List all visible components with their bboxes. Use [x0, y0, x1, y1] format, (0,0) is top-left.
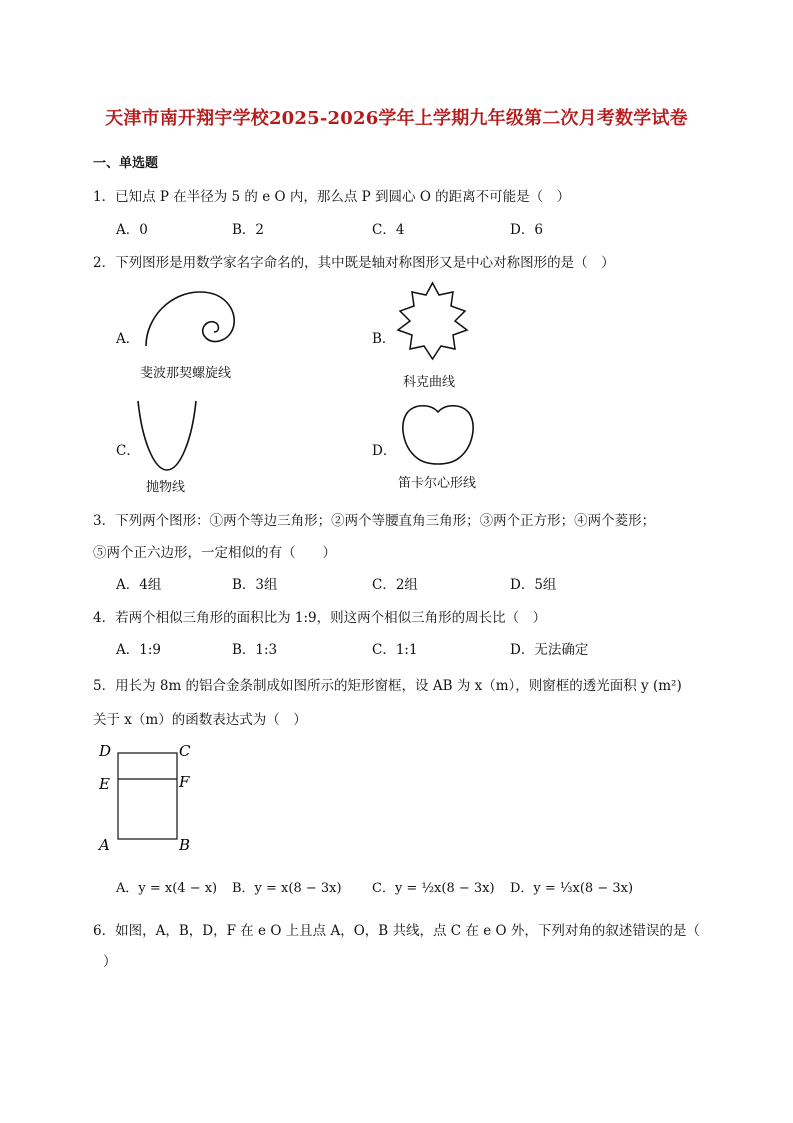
q5-option-c: C．y = ½x(8 − 3x) — [372, 881, 495, 896]
question-1: 1．已知点 P 在半径为 5 的 e O 内，那么点 P 到圆心 O 的距离不可能是（ ） — [93, 189, 571, 205]
fibonacci-spiral-figure — [140, 288, 240, 348]
label-f: F — [179, 773, 190, 791]
question-5-line-2: 关于 x（m）的函数表达式为（ ） — [93, 712, 307, 728]
q1-option-b: B．2 — [232, 222, 265, 238]
q2-option-d: D． — [372, 443, 397, 459]
q3-option-a: A．4组 — [116, 577, 162, 593]
section-heading: 一、单选题 — [93, 156, 159, 171]
q2-caption-b: 科克曲线 — [403, 375, 456, 390]
q3-option-d: D．5组 — [510, 577, 557, 593]
question-3-line-1: 3．下列两个图形：①两个等边三角形；②两个等腰直角三角形；③两个正方形；④两个菱形； — [93, 513, 656, 529]
q1-option-a: A．0 — [116, 222, 148, 238]
question-6-line-1: 6．如图，A，B，D，F 在 e O 上且点 A，O，B 共线，点 C 在 e O 外，下列对角的叙述错误的是（ — [93, 923, 700, 939]
q4-option-a: A．1:9 — [116, 642, 161, 658]
label-a: A — [99, 836, 110, 854]
q1-option-d: D．6 — [510, 222, 543, 238]
q2-caption-c: 抛物线 — [146, 480, 186, 495]
label-c: C — [179, 742, 191, 760]
q4-option-c: C．1:1 — [372, 642, 418, 658]
q2-option-b: B． — [372, 331, 396, 347]
koch-curve-figure — [395, 283, 470, 363]
question-4: 4．若两个相似三角形的面积比为 1:9，则这两个相似三角形的周长比（ ） — [93, 610, 547, 626]
question-6-line-2: ） — [103, 954, 117, 970]
label-e: E — [99, 775, 110, 793]
q2-caption-d: 笛卡尔心形线 — [398, 476, 477, 491]
q5-option-b: B．y = x(8 − 3x) — [232, 881, 342, 896]
q1-option-c: C．4 — [372, 222, 405, 238]
window-frame-figure — [95, 738, 205, 853]
label-d: D — [99, 742, 112, 760]
q5-option-d: D．y = ⅓x(8 − 3x) — [510, 881, 634, 896]
label-b: B — [179, 836, 191, 854]
question-2: 2．下列图形是用数学家名字命名的，其中既是轴对称图形又是中心对称图形的是（ ） — [93, 255, 615, 271]
page-title: 天津市南开翔宇学校2025-2026学年上学期九年级第二次月考数学试卷 — [105, 108, 688, 129]
q2-option-c: C． — [116, 443, 140, 459]
q3-option-c: C．2组 — [372, 577, 418, 593]
question-5-line-1: 5．用长为 8m 的铝合金条制成如图所示的矩形窗框，设 AB 为 x（m），则窗框的透光面积 y (m²) — [93, 678, 682, 694]
q4-option-d: D．无法确定 — [510, 642, 589, 658]
question-3-line-2: ⑤两个正六边形，一定相似的有（ ） — [93, 545, 336, 561]
q2-option-a: A． — [116, 331, 140, 347]
q5-option-a: A．y = x(4 − x) — [116, 881, 218, 896]
parabola-figure — [136, 400, 198, 472]
q4-option-b: B．1:3 — [232, 642, 278, 658]
cardioid-figure — [401, 403, 475, 467]
q2-caption-a: 斐波那契螺旋线 — [140, 366, 232, 381]
q3-option-b: B．3组 — [232, 577, 278, 593]
